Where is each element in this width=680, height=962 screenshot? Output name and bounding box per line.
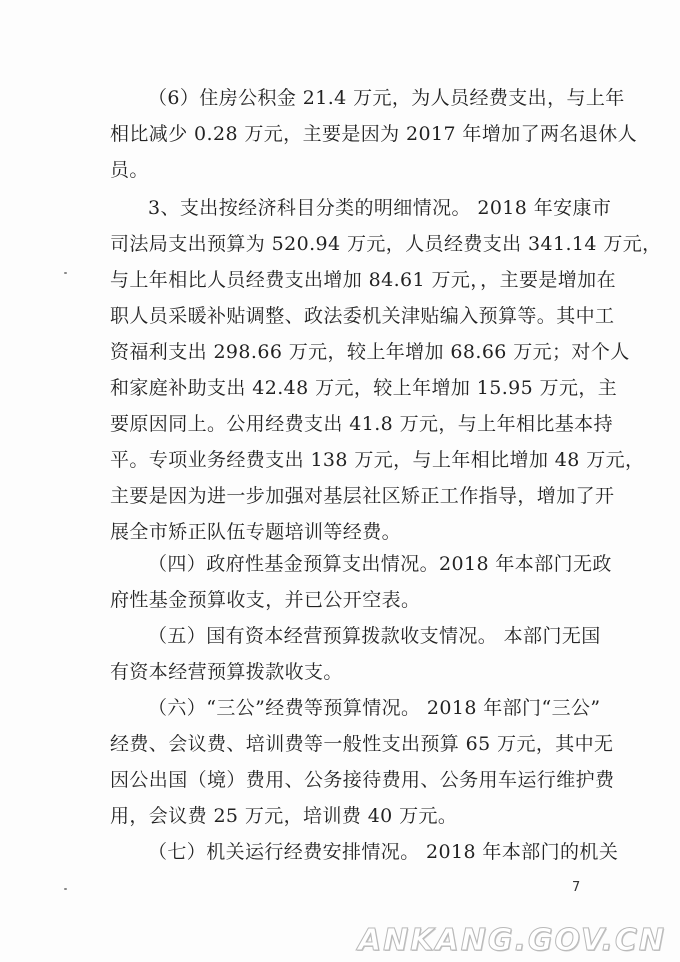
paragraph-three-public-expenses [110, 690, 615, 834]
paragraph-housing-fund [110, 80, 638, 188]
text-line: 有资本经营预算拨款收支。 [110, 661, 343, 683]
text-line: （四）政府性基金预算支出情况。2018 年本部门无政 [148, 553, 612, 575]
page-number: 7 [572, 880, 581, 895]
text-line: （七）机关运行经费安排情况。 2018 年本部门的机关 [148, 841, 619, 863]
site-watermark: ANKANG.GOV.CN [357, 923, 666, 958]
text-line: 主要是因为进一步加强对基层社区矫正工作指导，增加了开 [110, 485, 615, 507]
text-line: 平。专项业务经费支出 138 万元，与上年相比增加 48 万元， [110, 449, 645, 471]
text-line: 展全市矫正队伍专题培训等经费。 [110, 521, 402, 543]
text-line: 3、支出按经济科目分类的明细情况。 2018 年安康市 [148, 197, 612, 219]
text-line: 相比减少 0.28 万元，主要是因为 2017 年增加了两名退休人 [110, 123, 638, 145]
paragraph-agency-operating-funds [110, 834, 619, 870]
text-line: 员。 [110, 159, 149, 181]
scan-speck [64, 888, 67, 890]
text-line: 经费、会议费、培训费等一般性支出预算 65 万元，其中无 [110, 733, 614, 755]
text-line: 府性基金预算收支，并已公开空表。 [110, 589, 421, 611]
scan-speck [64, 272, 67, 274]
text-line: 司法局支出预算为 520.94 万元，人员经费支出 341.14 万元， [110, 233, 662, 255]
text-line: 与上年相比人员经费支出增加 84.61 万元，，主要是增加在 [110, 269, 616, 291]
text-line: 资福利支出 298.66 万元，较上年增加 68.66 万元；对个人 [110, 341, 630, 363]
text-line: （六）“三公”经费等预算情况。 2018 年部门“三公” [148, 697, 601, 719]
text-line: （6）住房公积金 21.4 万元，为人员经费支出，与上年 [148, 87, 625, 109]
text-line: 和家庭补助支出 42.48 万元，较上年增加 15.95 万元，主 [110, 377, 618, 399]
paragraph-government-fund-budget [110, 546, 612, 618]
text-line: 职人员采暖补贴调整、政法委机关津贴编入预算等。其中工 [110, 305, 615, 327]
text-line: 要原因同上。公用经费支出 41.8 万元，与上年相比基本持 [110, 413, 613, 435]
text-line: （五）国有资本经营预算拨款收支情况。 本部门无国 [148, 625, 601, 647]
paragraph-state-capital-budget [110, 618, 601, 690]
text-line: 用，会议费 25 万元，培训费 40 万元。 [110, 805, 458, 827]
paragraph-expenditure-by-economic-category [110, 190, 662, 550]
text-line: 因公出国（境）费用、公务接待费用、公务用车运行维护费 [110, 769, 615, 791]
